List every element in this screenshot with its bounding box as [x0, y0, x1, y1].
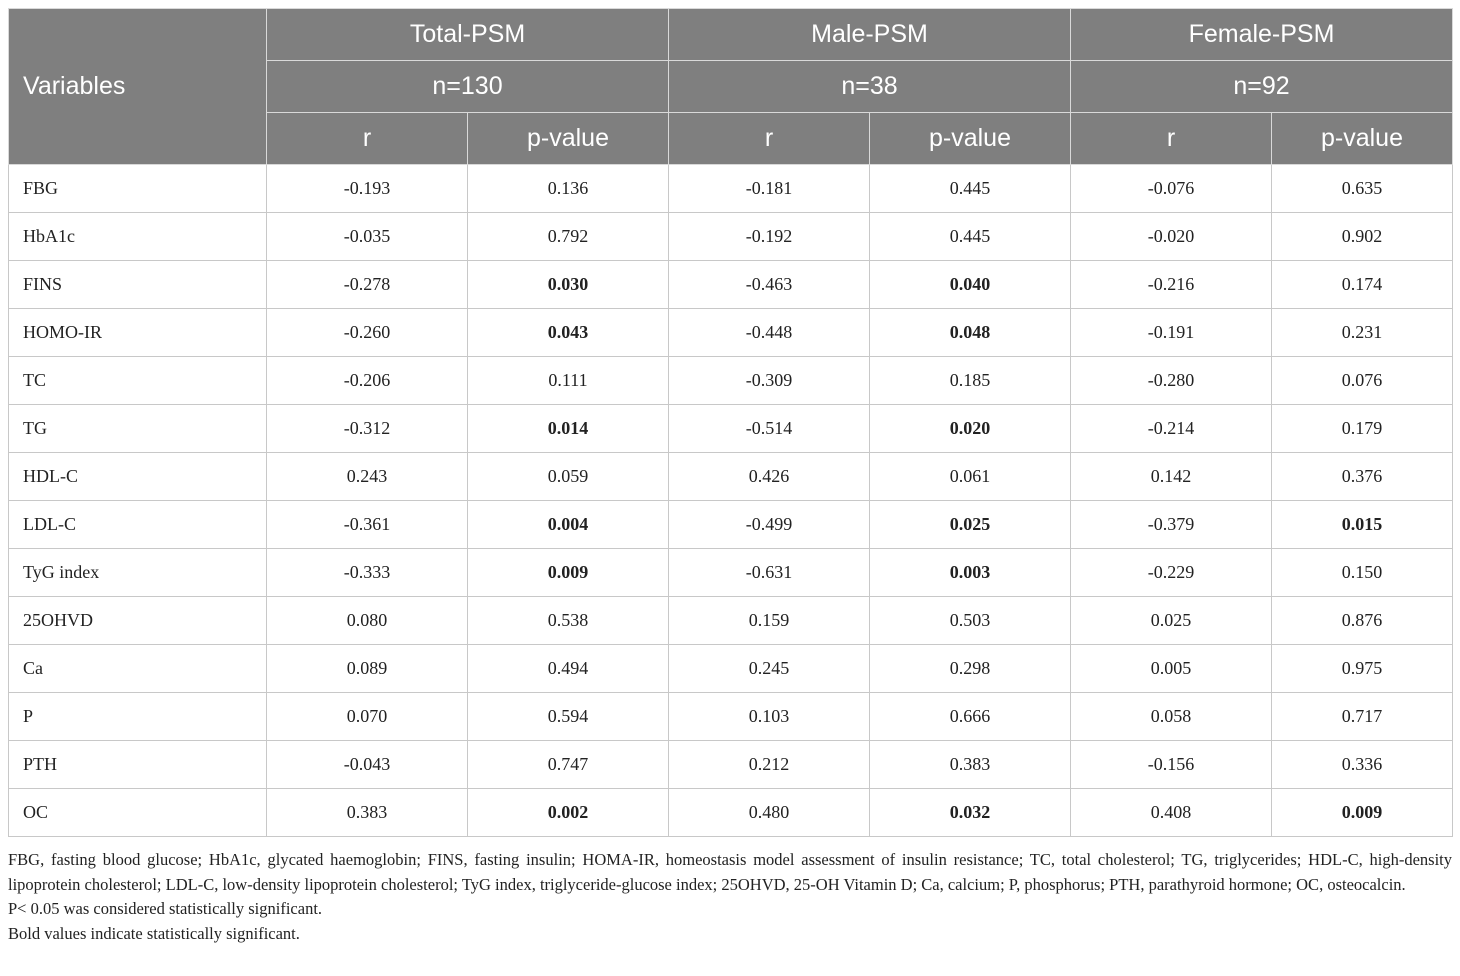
p-value-cell: 0.076 — [1272, 357, 1453, 405]
p-value-cell: 0.002 — [468, 789, 669, 837]
r-header: r — [669, 113, 870, 165]
p-value-cell: 0.635 — [1272, 165, 1453, 213]
table-row — [9, 357, 1453, 405]
p-value-cell: 0.376 — [1272, 453, 1453, 501]
sample-size-total: n=130 — [267, 61, 669, 113]
p-value-cell: 0.666 — [870, 693, 1071, 741]
table-row — [9, 261, 1453, 309]
r-value-cell: -0.043 — [267, 741, 468, 789]
r-value-cell: -0.193 — [267, 165, 468, 213]
p-value-cell: 0.030 — [468, 261, 669, 309]
r-value-cell: 0.408 — [1071, 789, 1272, 837]
variable-cell: HbA1c — [9, 213, 267, 261]
table-footnotes — [8, 848, 1452, 946]
table-row — [9, 789, 1453, 837]
p-value-cell: 0.025 — [870, 501, 1071, 549]
r-value-cell: 0.426 — [669, 453, 870, 501]
p-value-cell: 0.015 — [1272, 501, 1453, 549]
r-value-cell: -0.379 — [1071, 501, 1272, 549]
table-body — [9, 165, 1453, 837]
r-value-cell: -0.280 — [1071, 357, 1272, 405]
table-header — [9, 9, 1453, 165]
r-value-cell: -0.214 — [1071, 405, 1272, 453]
group-header-male: Male-PSM — [669, 9, 1071, 61]
p-value-cell: 0.445 — [870, 213, 1071, 261]
variables-header: Variables — [9, 9, 267, 165]
r-value-cell: -0.333 — [267, 549, 468, 597]
r-value-cell: 0.025 — [1071, 597, 1272, 645]
correlation-table — [8, 8, 1453, 837]
p-value-cell: 0.594 — [468, 693, 669, 741]
p-value-cell: 0.975 — [1272, 645, 1453, 693]
p-value-cell: 0.747 — [468, 741, 669, 789]
sample-size-male: n=38 — [669, 61, 1071, 113]
p-value-cell: 0.061 — [870, 453, 1071, 501]
variable-cell: FINS — [9, 261, 267, 309]
p-value-cell: 0.445 — [870, 165, 1071, 213]
r-value-cell: -0.514 — [669, 405, 870, 453]
r-value-cell: -0.192 — [669, 213, 870, 261]
r-value-cell: -0.229 — [1071, 549, 1272, 597]
variable-cell: Ca — [9, 645, 267, 693]
group-header-total: Total-PSM — [267, 9, 669, 61]
p-value-cell: 0.003 — [870, 549, 1071, 597]
p-value-cell: 0.902 — [1272, 213, 1453, 261]
p-value-cell: 0.043 — [468, 309, 669, 357]
r-header: r — [1071, 113, 1272, 165]
r-value-cell: 0.080 — [267, 597, 468, 645]
p-value-cell: 0.876 — [1272, 597, 1453, 645]
p-value-header: p-value — [870, 113, 1071, 165]
table-row — [9, 453, 1453, 501]
r-value-cell: -0.448 — [669, 309, 870, 357]
r-value-cell: -0.499 — [669, 501, 870, 549]
p-value-cell: 0.503 — [870, 597, 1071, 645]
p-value-cell: 0.174 — [1272, 261, 1453, 309]
p-value-cell: 0.336 — [1272, 741, 1453, 789]
p-value-header: p-value — [1272, 113, 1453, 165]
r-value-cell: -0.631 — [669, 549, 870, 597]
significance-footnote: P< 0.05 was considered statistically significant. — [8, 899, 323, 918]
p-value-cell: 0.009 — [1272, 789, 1453, 837]
abbreviations-footnote: FBG, fasting blood glucose; HbA1c, glycated haemoglobin; FINS, fasting insulin; HOMA-IR, homeostasis model assessment of insulin resistance; TC, total cholesterol; TG, triglycerides; HDL-C, high-density lipoprotein cholesterol; LDL-C, low-density lipoprotein cholesterol; TyG index, triglyceride-glucose index; 25OHVD, 25-OH Vitamin D; Ca, calcium; P, phosphorus; PTH, parathyroid hormone; OC, osteocalcin. — [8, 850, 1452, 894]
variable-cell: HDL-C — [9, 453, 267, 501]
p-value-cell: 0.179 — [1272, 405, 1453, 453]
variable-cell: P — [9, 693, 267, 741]
r-value-cell: 0.212 — [669, 741, 870, 789]
table-row — [9, 741, 1453, 789]
variable-cell: PTH — [9, 741, 267, 789]
r-value-cell: -0.309 — [669, 357, 870, 405]
r-value-cell: 0.243 — [267, 453, 468, 501]
r-value-cell: -0.463 — [669, 261, 870, 309]
variable-cell: TyG index — [9, 549, 267, 597]
r-value-cell: -0.216 — [1071, 261, 1272, 309]
p-value-cell: 0.150 — [1272, 549, 1453, 597]
variable-cell: TC — [9, 357, 267, 405]
variable-cell: 25OHVD — [9, 597, 267, 645]
p-value-cell: 0.136 — [468, 165, 669, 213]
p-value-cell: 0.004 — [468, 501, 669, 549]
p-value-cell: 0.040 — [870, 261, 1071, 309]
r-value-cell: -0.156 — [1071, 741, 1272, 789]
p-value-cell: 0.059 — [468, 453, 669, 501]
p-value-cell: 0.185 — [870, 357, 1071, 405]
variable-cell: FBG — [9, 165, 267, 213]
p-value-cell: 0.111 — [468, 357, 669, 405]
p-value-cell: 0.020 — [870, 405, 1071, 453]
p-value-cell: 0.717 — [1272, 693, 1453, 741]
p-value-cell: 0.048 — [870, 309, 1071, 357]
r-value-cell: 0.383 — [267, 789, 468, 837]
variable-cell: TG — [9, 405, 267, 453]
p-value-cell: 0.014 — [468, 405, 669, 453]
r-value-cell: 0.089 — [267, 645, 468, 693]
p-value-cell: 0.009 — [468, 549, 669, 597]
sample-size-female: n=92 — [1071, 61, 1453, 113]
p-value-cell: 0.032 — [870, 789, 1071, 837]
r-value-cell: 0.159 — [669, 597, 870, 645]
table-row — [9, 165, 1453, 213]
r-value-cell: -0.278 — [267, 261, 468, 309]
r-value-cell: -0.035 — [267, 213, 468, 261]
r-value-cell: 0.070 — [267, 693, 468, 741]
table-row — [9, 309, 1453, 357]
r-value-cell: -0.361 — [267, 501, 468, 549]
table-row — [9, 645, 1453, 693]
variable-cell: LDL-C — [9, 501, 267, 549]
p-value-cell: 0.298 — [870, 645, 1071, 693]
r-value-cell: -0.260 — [267, 309, 468, 357]
p-value-cell: 0.383 — [870, 741, 1071, 789]
p-value-cell: 0.538 — [468, 597, 669, 645]
r-value-cell: 0.005 — [1071, 645, 1272, 693]
r-value-cell: -0.206 — [267, 357, 468, 405]
r-value-cell: -0.076 — [1071, 165, 1272, 213]
variable-cell: HOMO-IR — [9, 309, 267, 357]
table-row — [9, 693, 1453, 741]
p-value-header: p-value — [468, 113, 669, 165]
r-value-cell: 0.058 — [1071, 693, 1272, 741]
table-row — [9, 501, 1453, 549]
table-row — [9, 597, 1453, 645]
table-row — [9, 405, 1453, 453]
r-value-cell: -0.181 — [669, 165, 870, 213]
r-value-cell: 0.245 — [669, 645, 870, 693]
r-value-cell: -0.312 — [267, 405, 468, 453]
r-value-cell: 0.103 — [669, 693, 870, 741]
r-value-cell: -0.020 — [1071, 213, 1272, 261]
table-row — [9, 213, 1453, 261]
group-header-female: Female-PSM — [1071, 9, 1453, 61]
r-value-cell: -0.191 — [1071, 309, 1272, 357]
table-row — [9, 549, 1453, 597]
bold-values-footnote: Bold values indicate statistically significant. — [8, 923, 300, 943]
p-value-cell: 0.494 — [468, 645, 669, 693]
r-value-cell: 0.142 — [1071, 453, 1272, 501]
r-value-cell: 0.480 — [669, 789, 870, 837]
correlation-table-container — [8, 8, 1452, 837]
r-header: r — [267, 113, 468, 165]
p-value-cell: 0.792 — [468, 213, 669, 261]
variable-cell: OC — [9, 789, 267, 837]
p-value-cell: 0.231 — [1272, 309, 1453, 357]
